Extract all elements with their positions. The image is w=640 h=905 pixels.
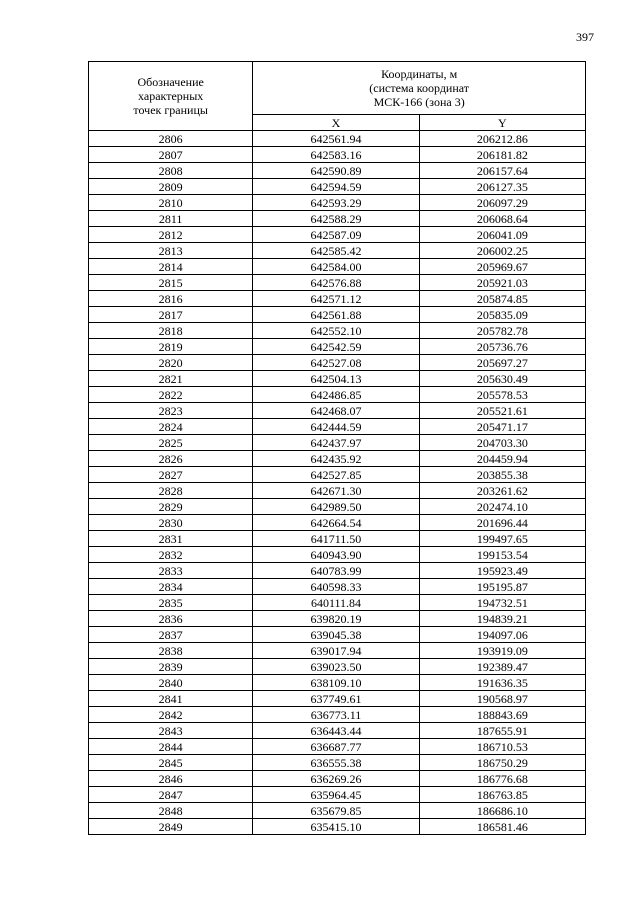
x-coordinate-cell: 635679.85 — [253, 803, 419, 819]
x-coordinate-cell: 639820.19 — [253, 611, 419, 627]
point-id-cell: 2821 — [89, 371, 253, 387]
x-coordinate-cell: 642527.85 — [253, 467, 419, 483]
point-id-cell: 2837 — [89, 627, 253, 643]
table-row — [89, 307, 586, 323]
table-row — [89, 451, 586, 467]
point-id-cell: 2825 — [89, 435, 253, 451]
table-row — [89, 227, 586, 243]
y-coordinate-cell: 205835.09 — [419, 307, 585, 323]
table-row — [89, 291, 586, 307]
x-coordinate-cell: 642588.29 — [253, 211, 419, 227]
point-id-cell: 2808 — [89, 163, 253, 179]
x-coordinate-cell: 642504.13 — [253, 371, 419, 387]
table-row — [89, 483, 586, 499]
y-coordinate-cell: 205969.67 — [419, 259, 585, 275]
y-coordinate-cell: 205630.49 — [419, 371, 585, 387]
x-coordinate-cell: 642435.92 — [253, 451, 419, 467]
table-row — [89, 499, 586, 515]
table-row — [89, 419, 586, 435]
y-coordinate-cell: 194839.21 — [419, 611, 585, 627]
point-id-cell: 2836 — [89, 611, 253, 627]
table-row — [89, 643, 586, 659]
y-coordinate-cell: 195195.87 — [419, 579, 585, 595]
x-coordinate-cell: 642587.09 — [253, 227, 419, 243]
table-row — [89, 467, 586, 483]
point-id-cell: 2813 — [89, 243, 253, 259]
x-coordinate-cell: 642593.29 — [253, 195, 419, 211]
y-coordinate-cell: 206181.82 — [419, 147, 585, 163]
y-coordinate-cell: 186750.29 — [419, 755, 585, 771]
x-coordinate-cell: 640943.90 — [253, 547, 419, 563]
y-coordinate-cell: 186763.85 — [419, 787, 585, 803]
x-coordinate-cell: 636555.38 — [253, 755, 419, 771]
table-row — [89, 387, 586, 403]
point-id-cell: 2831 — [89, 531, 253, 547]
point-id-cell: 2849 — [89, 819, 253, 835]
point-id-cell: 2810 — [89, 195, 253, 211]
x-coordinate-cell: 642552.10 — [253, 323, 419, 339]
y-coordinate-cell: 194097.06 — [419, 627, 585, 643]
table-row — [89, 675, 586, 691]
header-x: X — [253, 115, 419, 131]
x-coordinate-cell: 642486.85 — [253, 387, 419, 403]
x-coordinate-cell: 637749.61 — [253, 691, 419, 707]
table-row — [89, 195, 586, 211]
table-row — [89, 179, 586, 195]
table-row — [89, 147, 586, 163]
x-coordinate-cell: 642590.89 — [253, 163, 419, 179]
table-row — [89, 163, 586, 179]
y-coordinate-cell: 191636.35 — [419, 675, 585, 691]
y-coordinate-cell: 206041.09 — [419, 227, 585, 243]
y-coordinate-cell: 205782.78 — [419, 323, 585, 339]
x-coordinate-cell: 642584.00 — [253, 259, 419, 275]
table-row — [89, 723, 586, 739]
y-coordinate-cell: 186776.68 — [419, 771, 585, 787]
y-coordinate-cell: 205471.17 — [419, 419, 585, 435]
point-id-cell: 2840 — [89, 675, 253, 691]
y-coordinate-cell: 199497.65 — [419, 531, 585, 547]
y-coordinate-cell: 193919.09 — [419, 643, 585, 659]
point-id-cell: 2817 — [89, 307, 253, 323]
x-coordinate-cell: 642989.50 — [253, 499, 419, 515]
point-id-cell: 2826 — [89, 451, 253, 467]
y-coordinate-cell: 205521.61 — [419, 403, 585, 419]
y-coordinate-cell: 206127.35 — [419, 179, 585, 195]
point-id-cell: 2829 — [89, 499, 253, 515]
x-coordinate-cell: 636687.77 — [253, 739, 419, 755]
x-coordinate-cell: 642561.88 — [253, 307, 419, 323]
y-coordinate-cell: 192389.47 — [419, 659, 585, 675]
table-row — [89, 739, 586, 755]
y-coordinate-cell: 188843.69 — [419, 707, 585, 723]
y-coordinate-cell: 205578.53 — [419, 387, 585, 403]
table-row — [89, 515, 586, 531]
header-y: Y — [419, 115, 585, 131]
y-coordinate-cell: 194732.51 — [419, 595, 585, 611]
point-id-cell: 2830 — [89, 515, 253, 531]
x-coordinate-cell: 639023.50 — [253, 659, 419, 675]
table-row — [89, 531, 586, 547]
point-id-cell: 2845 — [89, 755, 253, 771]
point-id-cell: 2827 — [89, 467, 253, 483]
x-coordinate-cell: 642437.97 — [253, 435, 419, 451]
y-coordinate-cell: 206068.64 — [419, 211, 585, 227]
x-coordinate-cell: 642542.59 — [253, 339, 419, 355]
table-row — [89, 563, 586, 579]
point-id-cell: 2824 — [89, 419, 253, 435]
y-coordinate-cell: 205921.03 — [419, 275, 585, 291]
point-id-cell: 2847 — [89, 787, 253, 803]
point-id-cell: 2838 — [89, 643, 253, 659]
table-row — [89, 435, 586, 451]
table-row — [89, 707, 586, 723]
y-coordinate-cell: 186686.10 — [419, 803, 585, 819]
table-row — [89, 819, 586, 835]
y-coordinate-cell: 202474.10 — [419, 499, 585, 515]
point-id-cell: 2809 — [89, 179, 253, 195]
point-id-cell: 2841 — [89, 691, 253, 707]
point-id-cell: 2807 — [89, 147, 253, 163]
table-row — [89, 355, 586, 371]
point-id-cell: 2832 — [89, 547, 253, 563]
x-coordinate-cell: 639017.94 — [253, 643, 419, 659]
point-id-cell: 2833 — [89, 563, 253, 579]
y-coordinate-cell: 203855.38 — [419, 467, 585, 483]
x-coordinate-cell: 640598.33 — [253, 579, 419, 595]
x-coordinate-cell: 641711.50 — [253, 531, 419, 547]
x-coordinate-cell: 642527.08 — [253, 355, 419, 371]
table-row — [89, 595, 586, 611]
x-coordinate-cell: 635415.10 — [253, 819, 419, 835]
x-coordinate-cell: 642576.88 — [253, 275, 419, 291]
x-coordinate-cell: 642444.59 — [253, 419, 419, 435]
table-row — [89, 611, 586, 627]
y-coordinate-cell: 186581.46 — [419, 819, 585, 835]
y-coordinate-cell: 206097.29 — [419, 195, 585, 211]
x-coordinate-cell: 642561.94 — [253, 131, 419, 147]
x-coordinate-cell: 642571.12 — [253, 291, 419, 307]
table-row — [89, 339, 586, 355]
x-coordinate-cell: 642585.42 — [253, 243, 419, 259]
point-id-cell: 2816 — [89, 291, 253, 307]
x-coordinate-cell: 636269.26 — [253, 771, 419, 787]
y-coordinate-cell: 199153.54 — [419, 547, 585, 563]
x-coordinate-cell: 642594.59 — [253, 179, 419, 195]
table-row — [89, 211, 586, 227]
point-id-cell: 2815 — [89, 275, 253, 291]
table-row — [89, 371, 586, 387]
x-coordinate-cell: 642664.54 — [253, 515, 419, 531]
page-number: 397 — [576, 30, 594, 44]
y-coordinate-cell: 187655.91 — [419, 723, 585, 739]
point-id-cell: 2834 — [89, 579, 253, 595]
table-row — [89, 627, 586, 643]
x-coordinate-cell: 642671.30 — [253, 483, 419, 499]
x-coordinate-cell: 636773.11 — [253, 707, 419, 723]
y-coordinate-cell: 190568.97 — [419, 691, 585, 707]
y-coordinate-cell: 205697.27 — [419, 355, 585, 371]
point-id-cell: 2820 — [89, 355, 253, 371]
point-id-cell: 2828 — [89, 483, 253, 499]
table-row — [89, 243, 586, 259]
table-row — [89, 755, 586, 771]
point-id-cell: 2843 — [89, 723, 253, 739]
y-coordinate-cell: 205736.76 — [419, 339, 585, 355]
header-point-label: Обозначение характерных точек границы — [89, 62, 253, 131]
x-coordinate-cell: 635964.45 — [253, 787, 419, 803]
point-id-cell: 2839 — [89, 659, 253, 675]
table-row — [89, 787, 586, 803]
y-coordinate-cell: 206212.86 — [419, 131, 585, 147]
table-row — [89, 803, 586, 819]
coordinates-table — [88, 61, 586, 835]
x-coordinate-cell: 640111.84 — [253, 595, 419, 611]
table-row — [89, 275, 586, 291]
y-coordinate-cell: 206002.25 — [419, 243, 585, 259]
table-body — [89, 131, 586, 835]
y-coordinate-cell: 206157.64 — [419, 163, 585, 179]
point-id-cell: 2835 — [89, 595, 253, 611]
x-coordinate-cell: 636443.44 — [253, 723, 419, 739]
point-id-cell: 2812 — [89, 227, 253, 243]
x-coordinate-cell: 639045.38 — [253, 627, 419, 643]
point-id-cell: 2842 — [89, 707, 253, 723]
point-id-cell: 2822 — [89, 387, 253, 403]
table-row — [89, 131, 586, 147]
table-row — [89, 659, 586, 675]
table-row — [89, 771, 586, 787]
x-coordinate-cell: 638109.10 — [253, 675, 419, 691]
header-coordinates: Координаты, м (система координат МСК-166 (зона 3) — [253, 62, 586, 115]
point-id-cell: 2846 — [89, 771, 253, 787]
table-row — [89, 323, 586, 339]
x-coordinate-cell: 640783.99 — [253, 563, 419, 579]
point-id-cell: 2848 — [89, 803, 253, 819]
y-coordinate-cell: 186710.53 — [419, 739, 585, 755]
y-coordinate-cell: 205874.85 — [419, 291, 585, 307]
y-coordinate-cell: 201696.44 — [419, 515, 585, 531]
point-id-cell: 2823 — [89, 403, 253, 419]
table-row — [89, 403, 586, 419]
x-coordinate-cell: 642468.07 — [253, 403, 419, 419]
point-id-cell: 2844 — [89, 739, 253, 755]
y-coordinate-cell: 195923.49 — [419, 563, 585, 579]
point-id-cell: 2814 — [89, 259, 253, 275]
y-coordinate-cell: 204703.30 — [419, 435, 585, 451]
y-coordinate-cell: 204459.94 — [419, 451, 585, 467]
point-id-cell: 2818 — [89, 323, 253, 339]
point-id-cell: 2811 — [89, 211, 253, 227]
y-coordinate-cell: 203261.62 — [419, 483, 585, 499]
point-id-cell: 2806 — [89, 131, 253, 147]
point-id-cell: 2819 — [89, 339, 253, 355]
table-row — [89, 691, 586, 707]
x-coordinate-cell: 642583.16 — [253, 147, 419, 163]
table-row — [89, 547, 586, 563]
table-row — [89, 259, 586, 275]
table-row — [89, 579, 586, 595]
